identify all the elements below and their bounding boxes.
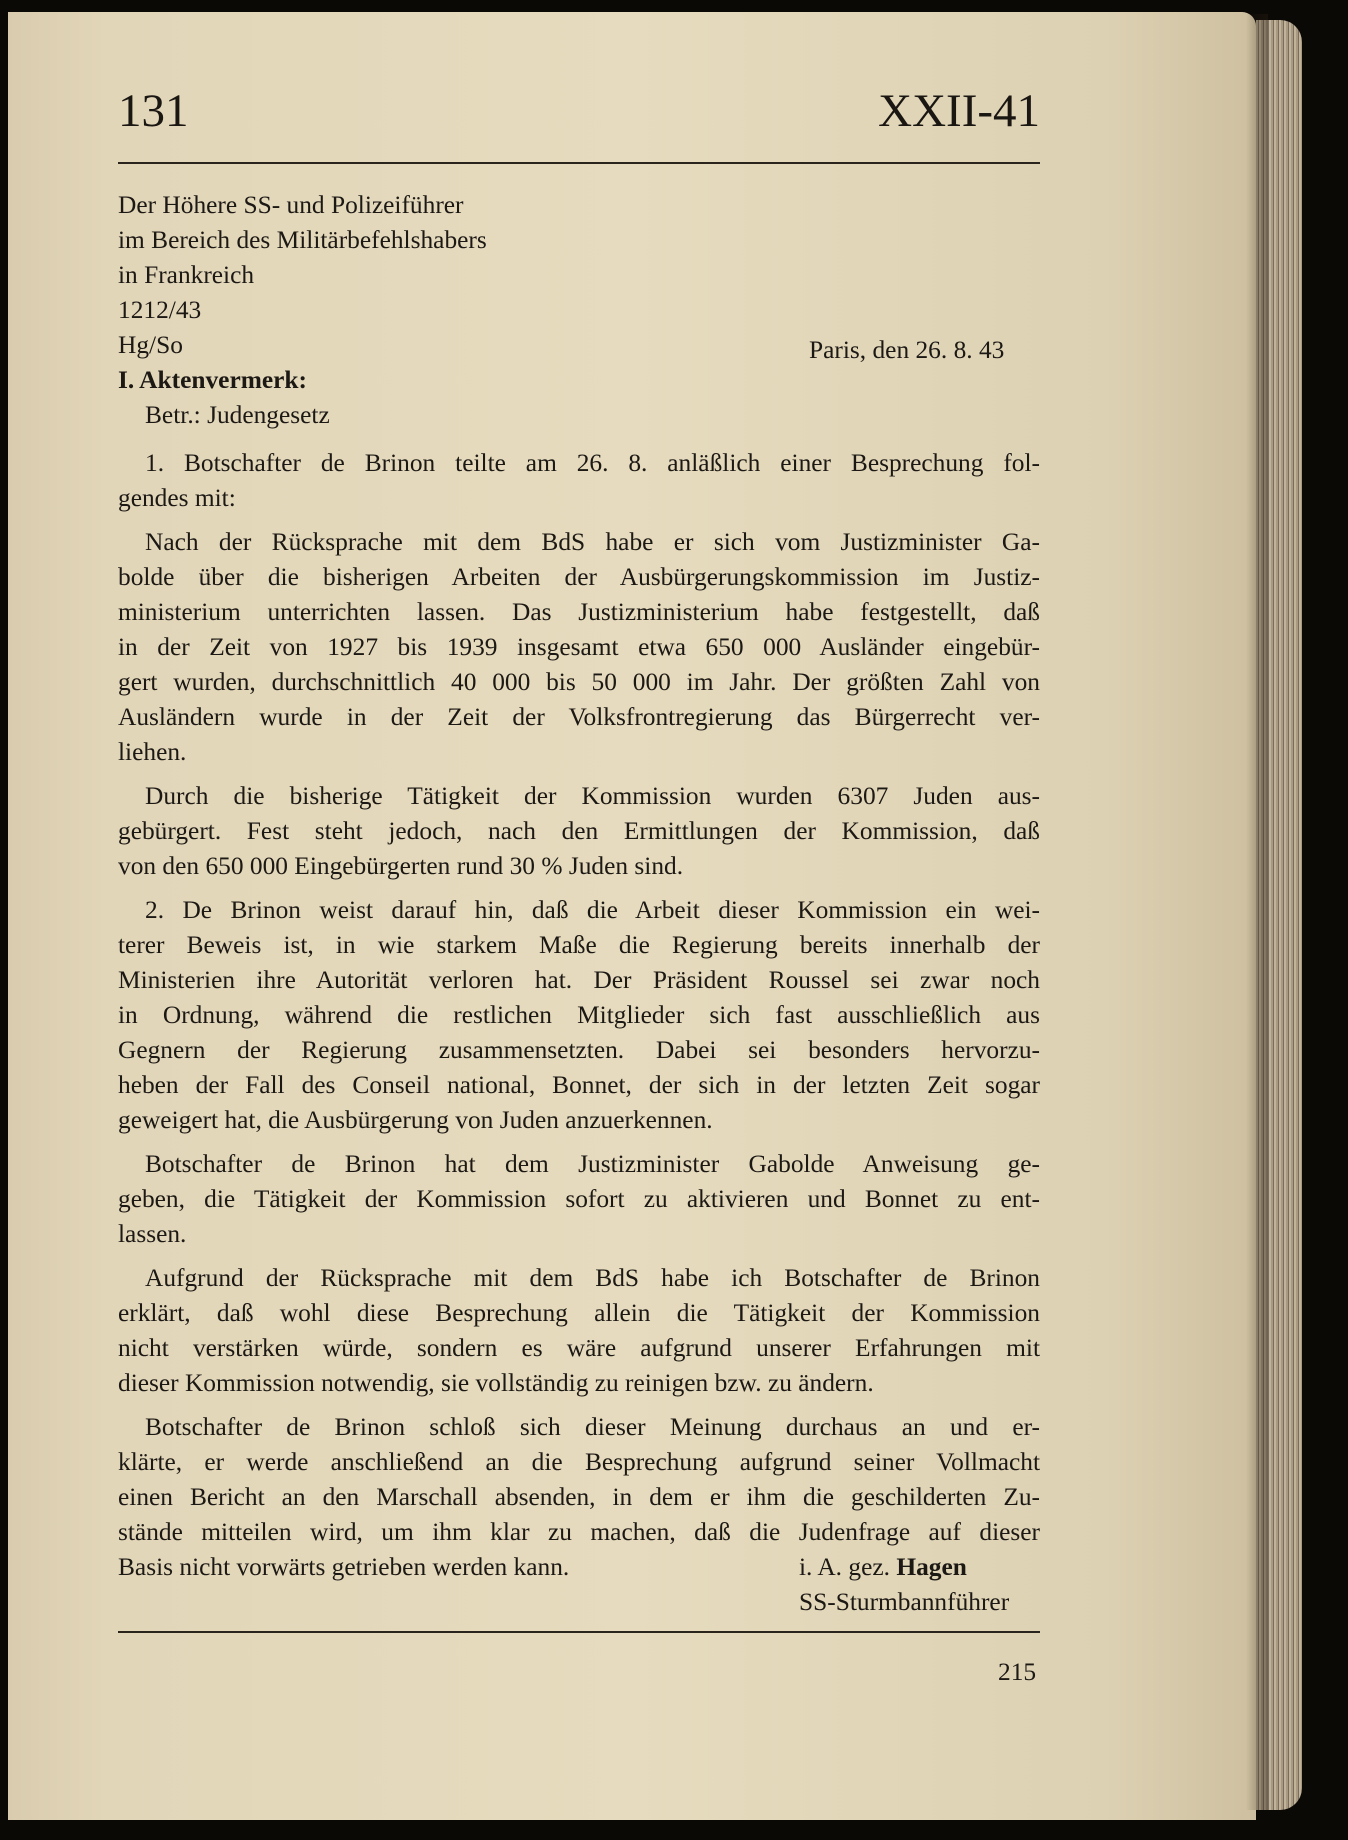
signatory-title: SS-Sturmbannführer: [799, 1588, 1010, 1616]
body-line: Durch die bisherige Tätigkeit der Kommission wurden 6307 Juden aus-: [145, 782, 1040, 810]
body-line: heben der Fall des Conseil national, Bonnet, der sich in der letzten Zeit sogar: [118, 1071, 1040, 1099]
body-line: Botschafter de Brinon hat dem Justizminister Gabolde Anweisung ge-: [145, 1150, 1040, 1178]
signatory-name: Hagen: [896, 1553, 967, 1581]
paragraph: [118, 1147, 1040, 1252]
document-id: XXII-41: [878, 85, 1040, 137]
memo-body: [118, 446, 1040, 1620]
body-line: gebürgert. Fest steht jedoch, nach den Ermittlungen der Kommission, daß: [118, 817, 1040, 845]
body-line: 1. Botschafter de Brinon teilte am 26. 8. anläßlich einer Besprechung fol-: [145, 449, 1040, 477]
signature: [799, 1550, 967, 1585]
paragraph: [118, 1261, 1040, 1401]
body-line: in Ordnung, während die restlichen Mitglieder sich fast ausschließlich aus: [118, 1001, 1040, 1029]
body-line: 2. De Brinon weist darauf hin, daß die Arbeit dieser Kommission ein wei-: [145, 896, 1040, 924]
body-line: erklärt, daß wohl diese Besprechung allein die Tätigkeit der Kommission: [118, 1299, 1040, 1327]
body-line: Botschafter de Brinon schloß sich dieser Meinung durchaus an und er-: [145, 1413, 1040, 1441]
file-number: 1212/43: [118, 296, 202, 324]
body-line: liehen.: [118, 738, 187, 766]
body-line: einen Bericht an den Marschall absenden, in dem er ihm die geschilderten Zu-: [118, 1483, 1040, 1511]
memo-title: I. Aktenvermerk:: [118, 366, 307, 394]
signature-prefix: i. A. gez.: [799, 1553, 890, 1581]
body-line: lassen.: [118, 1220, 187, 1248]
closing-line: [118, 1550, 1040, 1585]
body-line: klärte, er werde anschließend an die Besprechung aufgrund seiner Vollmacht: [118, 1448, 1040, 1476]
body-line: geweigert hat, die Ausbürgerung von Juden anzuerkennen.: [118, 1106, 713, 1134]
body-line: Aufgrund der Rücksprache mit dem BdS habe ich Botschafter de Brinon: [145, 1264, 1040, 1292]
footer-rule: [118, 1631, 1040, 1633]
sender-line-2: im Bereich des Militärbefehlshabers: [118, 226, 487, 254]
body-line: in der Zeit von 1927 bis 1939 insgesamt etwa 650 000 Ausländer eingebür-: [118, 633, 1040, 661]
header-rule: [118, 162, 1040, 164]
paragraph: [118, 525, 1040, 770]
body-line: Nach der Rücksprache mit dem BdS habe er sich vom Justizminister Ga-: [145, 528, 1040, 556]
body-line: Ausländern wurde in der Zeit der Volksfrontregierung das Bürgerrecht ver-: [118, 703, 1040, 731]
subject-line: Betr.: Judengesetz: [145, 401, 330, 429]
paragraph: [118, 1410, 1040, 1620]
initials: Hg/So: [118, 331, 183, 359]
place-date: Paris, den 26. 8. 43: [809, 336, 1005, 364]
body-line: gendes mit:: [118, 484, 236, 512]
body-line: Gegnern der Regierung zusammensetzten. Dabei sei besonders hervorzu-: [118, 1036, 1040, 1064]
body-line: terer Beweis ist, in wie starkem Maße die Regierung bereits innerhalb der: [118, 931, 1040, 959]
body-line: ministerium unterrichten lassen. Das Justizministerium habe festgestellt, daß: [118, 598, 1040, 626]
body-line-last: Basis nicht vorwärts getrieben werden kann.: [118, 1553, 570, 1581]
letterhead-block: [118, 188, 1040, 433]
paragraph: [118, 779, 1040, 884]
paragraph: [118, 893, 1040, 1138]
body-line: bolde über die bisherigen Arbeiten der Ausbürgerungskommission im Justiz-: [118, 563, 1040, 591]
body-line: dieser Kommission notwendig, sie vollständig zu reinigen bzw. zu ändern.: [118, 1369, 874, 1397]
body-line: stände mitteilen wird, um ihm klar zu machen, daß die Judenfrage auf dieser: [118, 1518, 1040, 1546]
page-number: 215: [998, 1658, 1037, 1686]
body-line: Ministerien ihre Autorität verloren hat. Der Präsident Roussel sei zwar noch: [118, 966, 1040, 994]
paragraph: [118, 446, 1040, 516]
body-line: von den 650 000 Eingebürgerten rund 30 % Juden sind.: [118, 852, 684, 880]
body-line: gert wurden, durchschnittlich 40 000 bis 50 000 im Jahr. Der größten Zahl von: [118, 668, 1040, 696]
body-line: geben, die Tätigkeit der Kommission sofort zu aktivieren und Bonnet zu ent-: [118, 1185, 1040, 1213]
page-gutter-shadow: [1246, 14, 1268, 1810]
body-line: nicht verstärken würde, sondern es wäre aufgrund unserer Erfahrungen mit: [118, 1334, 1040, 1362]
sender-line-1: Der Höhere SS- und Polizeiführer: [118, 191, 464, 219]
running-page-number: 131: [118, 85, 189, 137]
sender-line-3: in Frankreich: [118, 261, 255, 289]
